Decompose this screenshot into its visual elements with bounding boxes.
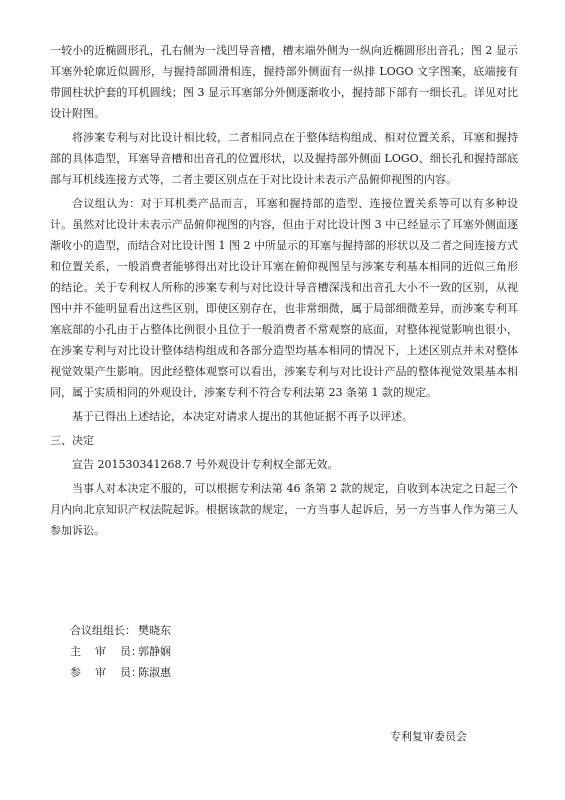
- paragraph-comparison: 将涉案专利与对比设计相比较，二者相同点在于整体结构组成、相对位置关系，耳塞和握持部的具体造型，耳塞导音槽和出音孔的位置形状，以及握持部外侧面 LOGO、细长孔和握持部底部与耳机线连接方式等，二者主要区别点在于对比设计未表示产品俯仰视图的内容。: [50, 131, 518, 186]
- signature-role: 主 审 员：: [70, 645, 142, 658]
- signature-block: [70, 620, 171, 683]
- signature-row: [70, 662, 171, 683]
- section-heading-decision: 三、决定: [50, 434, 94, 447]
- signature-role: 合议组组长：: [70, 624, 136, 637]
- signature-row: [70, 620, 171, 641]
- signature-name: 郭静娴: [138, 645, 171, 658]
- paragraph-appeal-notice: 当事人对本决定不服的，可以根据专利法第 46 条第 2 款的规定，自收到本决定之日起三个月内向北京知识产权法院起诉。根据该款的规定，一方当事人起诉后，另一方当事人作为第三人参加诉讼。: [50, 482, 518, 537]
- signature-name: 樊晓东: [138, 624, 171, 637]
- paragraph-collegial-opinion: 合议组认为：对于耳机类产品而言，耳塞和握持部的造型、连接位置关系等可以有多种设计。虽然对比设计未表示产品俯仰视图的内容，但由于对比设计图 3 中已经显示了耳塞外侧面逐渐收小的造型，而结合对比设计图 1 图 2 中所显示的耳塞与握持部的形状以及二者之间连接方式和位置关系，一般消费者能够得出对比设计耳塞在俯仰视图呈与涉案专利基本相同的近似三角形的结论。关于专利权人所称的涉案专利与对比设计导音槽深浅和出音孔大小不一致的区别，从视图中并不能明显看出这些区别，即使区别存在，也非常细微，属于局部细微差异，而涉案专利耳塞底部的小孔由于占整体比例很小且位于一般消费者不常观察的底面，对整体视觉影响也很小，在涉案专利与对比设计整体结构组成和各部分造型均基本相同的情况下，上述区别点并未对整体视觉效果产生影响。因此经整体观察可以看出，涉案专利与对比设计产品的整体视觉效果基本相同，属于实质相同的外观设计，涉案专利不符合专利法第 23 条第 1 款的规定。: [50, 197, 518, 399]
- paragraph-decision: 宣告 201530341268.7 号外观设计专利权全部无效。: [72, 458, 339, 471]
- signature-role: 参 审 员：: [70, 666, 142, 679]
- paragraph-continuation: 一较小的近椭圆形孔，孔右侧为一浅凹导音槽，槽末端外侧为一纵向近椭圆形出音孔；图 2 显示耳塞外轮廓近似圆形，与握持部圆滑相连，握持部外侧面有一纵排 LOGO 文字图案，底端接有带圆柱状护套的耳机圆线；图 3 显示耳塞部分外侧逐渐收小，握持部下部有一细长孔。详见对比设计附图。: [50, 44, 518, 120]
- paragraph-conclusion-basis: 基于已得出上述结论，本决定对请求人提出的其他证据不再予以评述。: [72, 410, 413, 423]
- document-body: [50, 40, 518, 544]
- signature-name: 陈淑惠: [138, 666, 171, 679]
- signature-row: [70, 641, 171, 662]
- issuing-authority: 专利复审委员会: [390, 730, 467, 743]
